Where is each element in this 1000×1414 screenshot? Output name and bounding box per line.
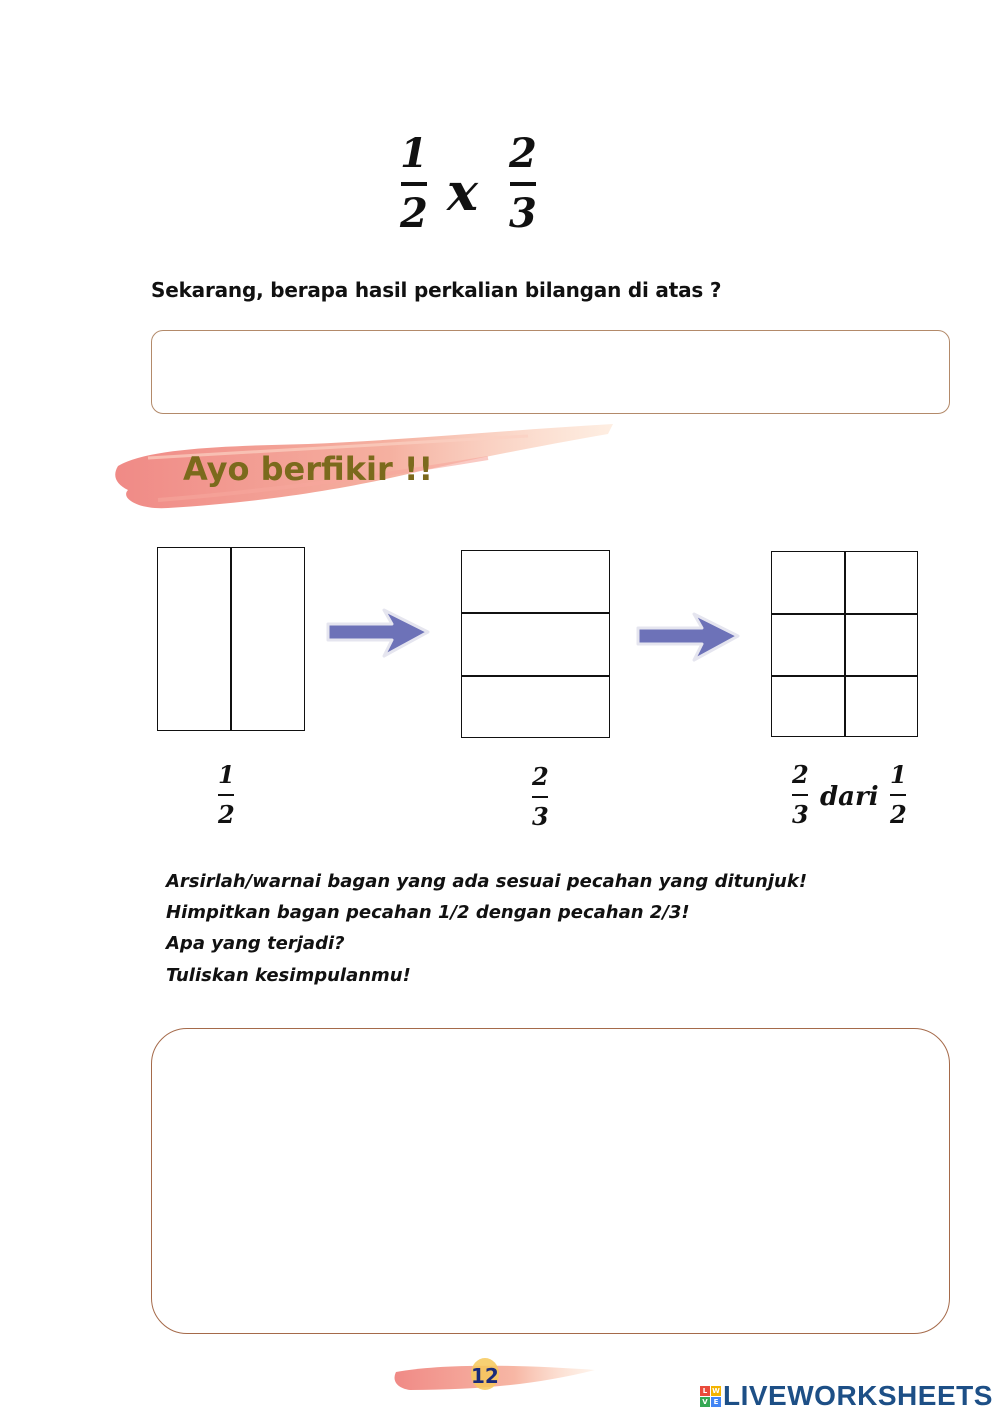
equation-fraction-right <box>509 130 537 237</box>
multiplication-sign: x <box>447 162 479 223</box>
logo-letter: L <box>700 1386 710 1396</box>
label-denominator: 3 <box>792 800 809 829</box>
equation-right-numerator: 2 <box>509 130 537 177</box>
label-denominator: 2 <box>218 800 235 829</box>
conclusion-input[interactable] <box>151 1028 950 1334</box>
fraction-bar <box>510 182 536 186</box>
page-number: 12 <box>471 1364 499 1388</box>
label-two-thirds <box>532 762 549 831</box>
instruction-line: Arsirlah/warnai bagan yang ada sesuai pecahan yang ditunjuk! <box>166 871 808 892</box>
instruction-line: Himpitkan bagan pecahan 1/2 dengan pecahan 2/3! <box>166 902 690 923</box>
label-denominator: 2 <box>890 800 907 829</box>
logo-letter: E <box>711 1397 721 1407</box>
instruction-line: Tuliskan kesimpulanmu! <box>166 965 411 986</box>
equation-left-denominator: 2 <box>400 190 428 237</box>
fraction-bar <box>532 796 548 798</box>
divider-line <box>462 612 609 614</box>
equation-right-denominator: 3 <box>509 190 537 237</box>
arrow-right-icon <box>632 604 744 668</box>
fraction-diagram-half[interactable] <box>157 547 305 731</box>
label-dari-word: dari <box>820 782 879 812</box>
question-text: Sekarang, berapa hasil perkalian bilangan di atas ? <box>151 278 722 302</box>
label-denominator: 3 <box>532 802 549 831</box>
fraction-bar <box>218 794 234 796</box>
divider-line <box>462 675 609 677</box>
arrow-right-icon <box>322 600 434 664</box>
label-numerator: 2 <box>792 760 809 789</box>
logo-letter: V <box>700 1397 710 1407</box>
label-numerator: 1 <box>890 760 907 789</box>
fraction-bar <box>890 794 906 796</box>
divider-line <box>772 613 917 615</box>
fraction-bar <box>401 182 427 186</box>
brand-name: LIVEWORKSHEETS <box>723 1380 993 1411</box>
divider-line <box>772 675 917 677</box>
fraction-diagram-two-thirds[interactable] <box>461 550 610 738</box>
divider-line <box>844 552 846 736</box>
label-combined-right <box>890 760 907 829</box>
instruction-line: Apa yang terjadi? <box>166 933 345 954</box>
liveworksheets-logo[interactable] <box>700 1380 993 1412</box>
logo-letter: W <box>712 1386 720 1395</box>
label-numerator: 1 <box>218 760 235 789</box>
answer-input[interactable] <box>151 330 950 414</box>
divider-line <box>230 548 232 730</box>
fraction-diagram-combined[interactable] <box>771 551 918 737</box>
label-one-half <box>218 760 235 829</box>
brand-logo-icon <box>700 1386 721 1407</box>
equation-fraction-left <box>400 130 428 237</box>
label-combined-left <box>792 760 809 829</box>
fraction-bar <box>792 794 808 796</box>
label-numerator: 2 <box>532 762 549 791</box>
equation-left-numerator: 1 <box>400 130 428 177</box>
section-title: Ayo berfikir !! <box>183 450 434 488</box>
